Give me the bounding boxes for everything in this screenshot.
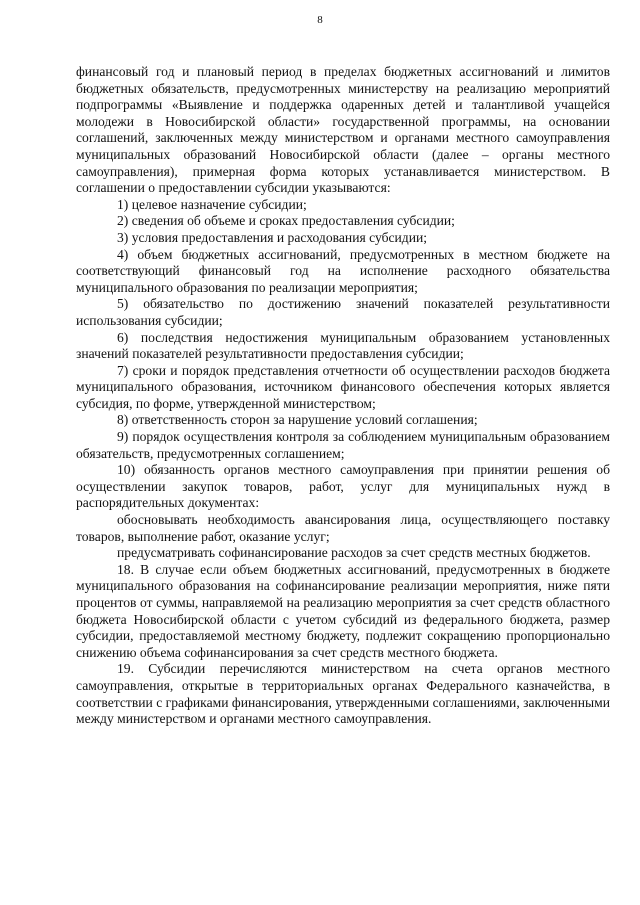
paragraph: 7) сроки и порядок представления отчетности об осуществлении расходов бюджета муниципального образования, источником финансового обеспечения которых является субсидия, по форме, утвержденной министерством; (76, 362, 610, 411)
paragraph: 3) условия предоставления и расходования субсидии; (117, 229, 428, 245)
paragraph: 8) ответственность сторон за нарушение условий соглашения; (117, 412, 478, 428)
document-body (76, 64, 610, 728)
paragraph: 5) обязательство по достижению значений показателей результативности использования субсидии; (76, 296, 610, 328)
paragraph: 6) последствия недостижения муниципальным образованием установленных значений показателей результативности предоставления субсидии; (76, 329, 610, 362)
page-number: 8 (317, 14, 323, 26)
paragraph: 18. В случае если объем бюджетных ассигнований, предусмотренных в бюджете муниципального образования на софинансирование реализации мероприятия, ниже пяти процентов от суммы, направляемой на реализацию мероприятия за счет средств областного бюджета Новосибирской области с учетом субсидий из федерального бюджета, размер субсидии, предоставляемой местному бюджету, подлежит сокращению пропорционально снижению объема софинансирования за счет средств местного бюджета. (76, 561, 610, 660)
paragraph: обосновывать необходимость авансирования лица, осуществляющего поставку товаров, выполнение работ, оказание услуг; (76, 512, 610, 544)
paragraph: 9) порядок осуществления контроля за соблюдением муниципальным образованием обязательств, предусмотренных соглашением; (76, 429, 610, 461)
paragraph: 1) целевое назначение субсидии; (117, 196, 307, 212)
paragraph: 4) объем бюджетных ассигнований, предусмотренных в местном бюджете на соответствующий финансовый год на исполнение расходного обязательства муниципального образования по реализации мероприятия; (76, 246, 610, 295)
paragraph: 10) обязанность органов местного самоуправления при принятии решения об осуществлении закупок товаров, работ, услуг для муниципальных нужд в распорядительных документах: (76, 462, 610, 511)
paragraph: финансовый год и плановый период в пределах бюджетных ассигнований и лимитов бюджетных обязательств, предусмотренных министерству на реализацию мероприятий подпрограммы «Выявление и поддержка одаренных детей и талантливой учащейся молодежи в Новосибирской области» государственной программы, на основании соглашений, заключенных между министерством и органами местного самоуправления муниципальных образований Новосибирской области (далее – органы местного самоуправления), примерная форма которых устанавливается министерством. В соглашении о предоставлении субсидии указываются: (76, 64, 610, 196)
paragraph: предусматривать софинансирование расходов за счет средств местных бюджетов. (117, 545, 591, 561)
paragraph: 2) сведения об объеме и сроках предоставления субсидии; (117, 213, 455, 229)
paragraph: 19. Субсидии перечисляются министерством на счета органов местного самоуправления, открытые в территориальных органах Федерального казначейства, в соответствии с графиками финансирования, утвержденными соглашениями, заключенными между министерством и органами местного самоуправления. (76, 661, 610, 727)
